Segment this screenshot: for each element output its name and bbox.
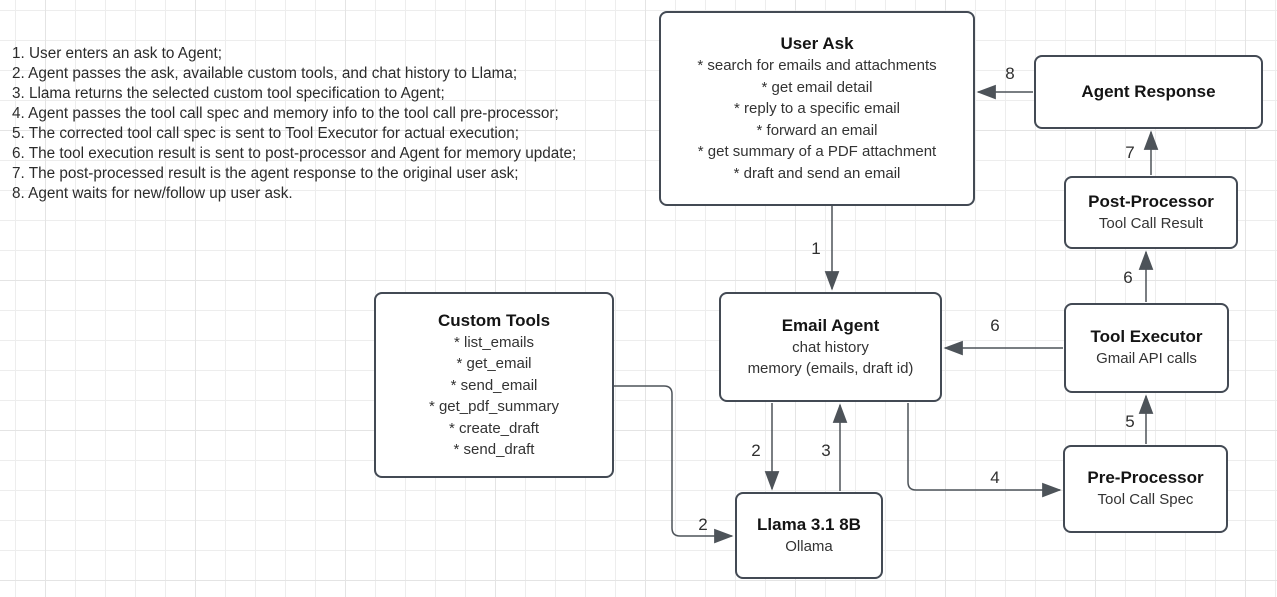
edge-label-step8: 8 — [1005, 64, 1015, 83]
edge-label-step6-to-post: 6 — [1123, 268, 1133, 287]
node-line: * get email detail — [761, 78, 873, 96]
node-line: * get summary of a PDF attachment — [697, 143, 937, 160]
node-title: Agent Response — [1081, 82, 1216, 101]
edge-label-step2-tools-llama: 2 — [698, 515, 708, 534]
node-custom-tools — [374, 292, 614, 478]
note-line: 8. Agent waits for new/follow up user ask. — [12, 185, 293, 202]
node-line: Tool Call Result — [1098, 214, 1204, 232]
node-post-processor — [1064, 176, 1238, 249]
node-line: * list_emails — [453, 333, 535, 351]
edge-label-step6-to-agent: 6 — [990, 316, 1000, 335]
node-line: * forward an email — [756, 121, 878, 139]
node-line: * get_email — [456, 355, 532, 372]
node-llama — [735, 492, 883, 579]
node-agent-response — [1034, 55, 1263, 129]
node-title: Tool Executor — [1090, 327, 1203, 347]
edge-label-step2-agent-llama: 2 — [751, 441, 761, 460]
node-title: Custom Tools — [437, 310, 551, 330]
node-line: * draft and send an email — [733, 164, 901, 182]
node-title: Post-Processor — [1088, 191, 1214, 211]
edge-label-step4: 4 — [990, 468, 1000, 487]
node-user-ask — [659, 11, 975, 206]
node-line: * send_email — [450, 376, 538, 394]
note-line: 2. Agent passes the ask, available custom tools, and chat history to Llama; — [12, 65, 518, 82]
note-line: 4. Agent passes the tool call spec and memory info to the tool call pre-processor; — [12, 105, 559, 122]
note-line: 5. The corrected tool call spec is sent to Tool Executor for actual execution; — [12, 125, 520, 142]
node-email-agent — [719, 292, 942, 402]
node-line: Gmail API calls — [1096, 350, 1197, 368]
edge-label-step5: 5 — [1125, 412, 1135, 431]
node-line: * send_draft — [453, 441, 535, 458]
node-line: * reply to a specific email — [734, 100, 900, 117]
node-tool-executor — [1064, 303, 1229, 393]
note-line: 3. Llama returns the selected custom tool specification to Agent; — [12, 85, 445, 102]
node-line: memory (emails, draft id) — [747, 360, 914, 377]
note-line: 7. The post-processed result is the agent response to the original user ask; — [12, 165, 519, 182]
node-line: * search for emails and attachments — [697, 57, 937, 74]
note-line: 6. The tool execution result is sent to post-processor and Agent for memory update; — [12, 145, 577, 162]
node-title: User Ask — [780, 34, 854, 53]
note-line: 1. User enters an ask to Agent; — [12, 45, 223, 62]
node-line: Ollama — [785, 537, 833, 555]
edge-2-custom-tools-to-llama — [614, 386, 732, 536]
edge-4-email-agent-to-pre-processor — [908, 403, 1060, 490]
node-line: Tool Call Spec — [1097, 491, 1194, 509]
node-line: chat history — [792, 338, 869, 356]
node-line: * get_pdf_summary — [428, 398, 560, 415]
edge-label-step1: 1 — [811, 239, 821, 258]
node-line: * create_draft — [448, 419, 540, 437]
edge-label-step3: 3 — [821, 441, 831, 460]
node-title: Llama 3.1 8B — [757, 514, 861, 534]
edge-label-step7: 7 — [1125, 143, 1135, 162]
node-title: Email Agent — [781, 315, 880, 335]
node-title: Pre-Processor — [1087, 468, 1204, 488]
node-pre-processor — [1063, 445, 1228, 533]
